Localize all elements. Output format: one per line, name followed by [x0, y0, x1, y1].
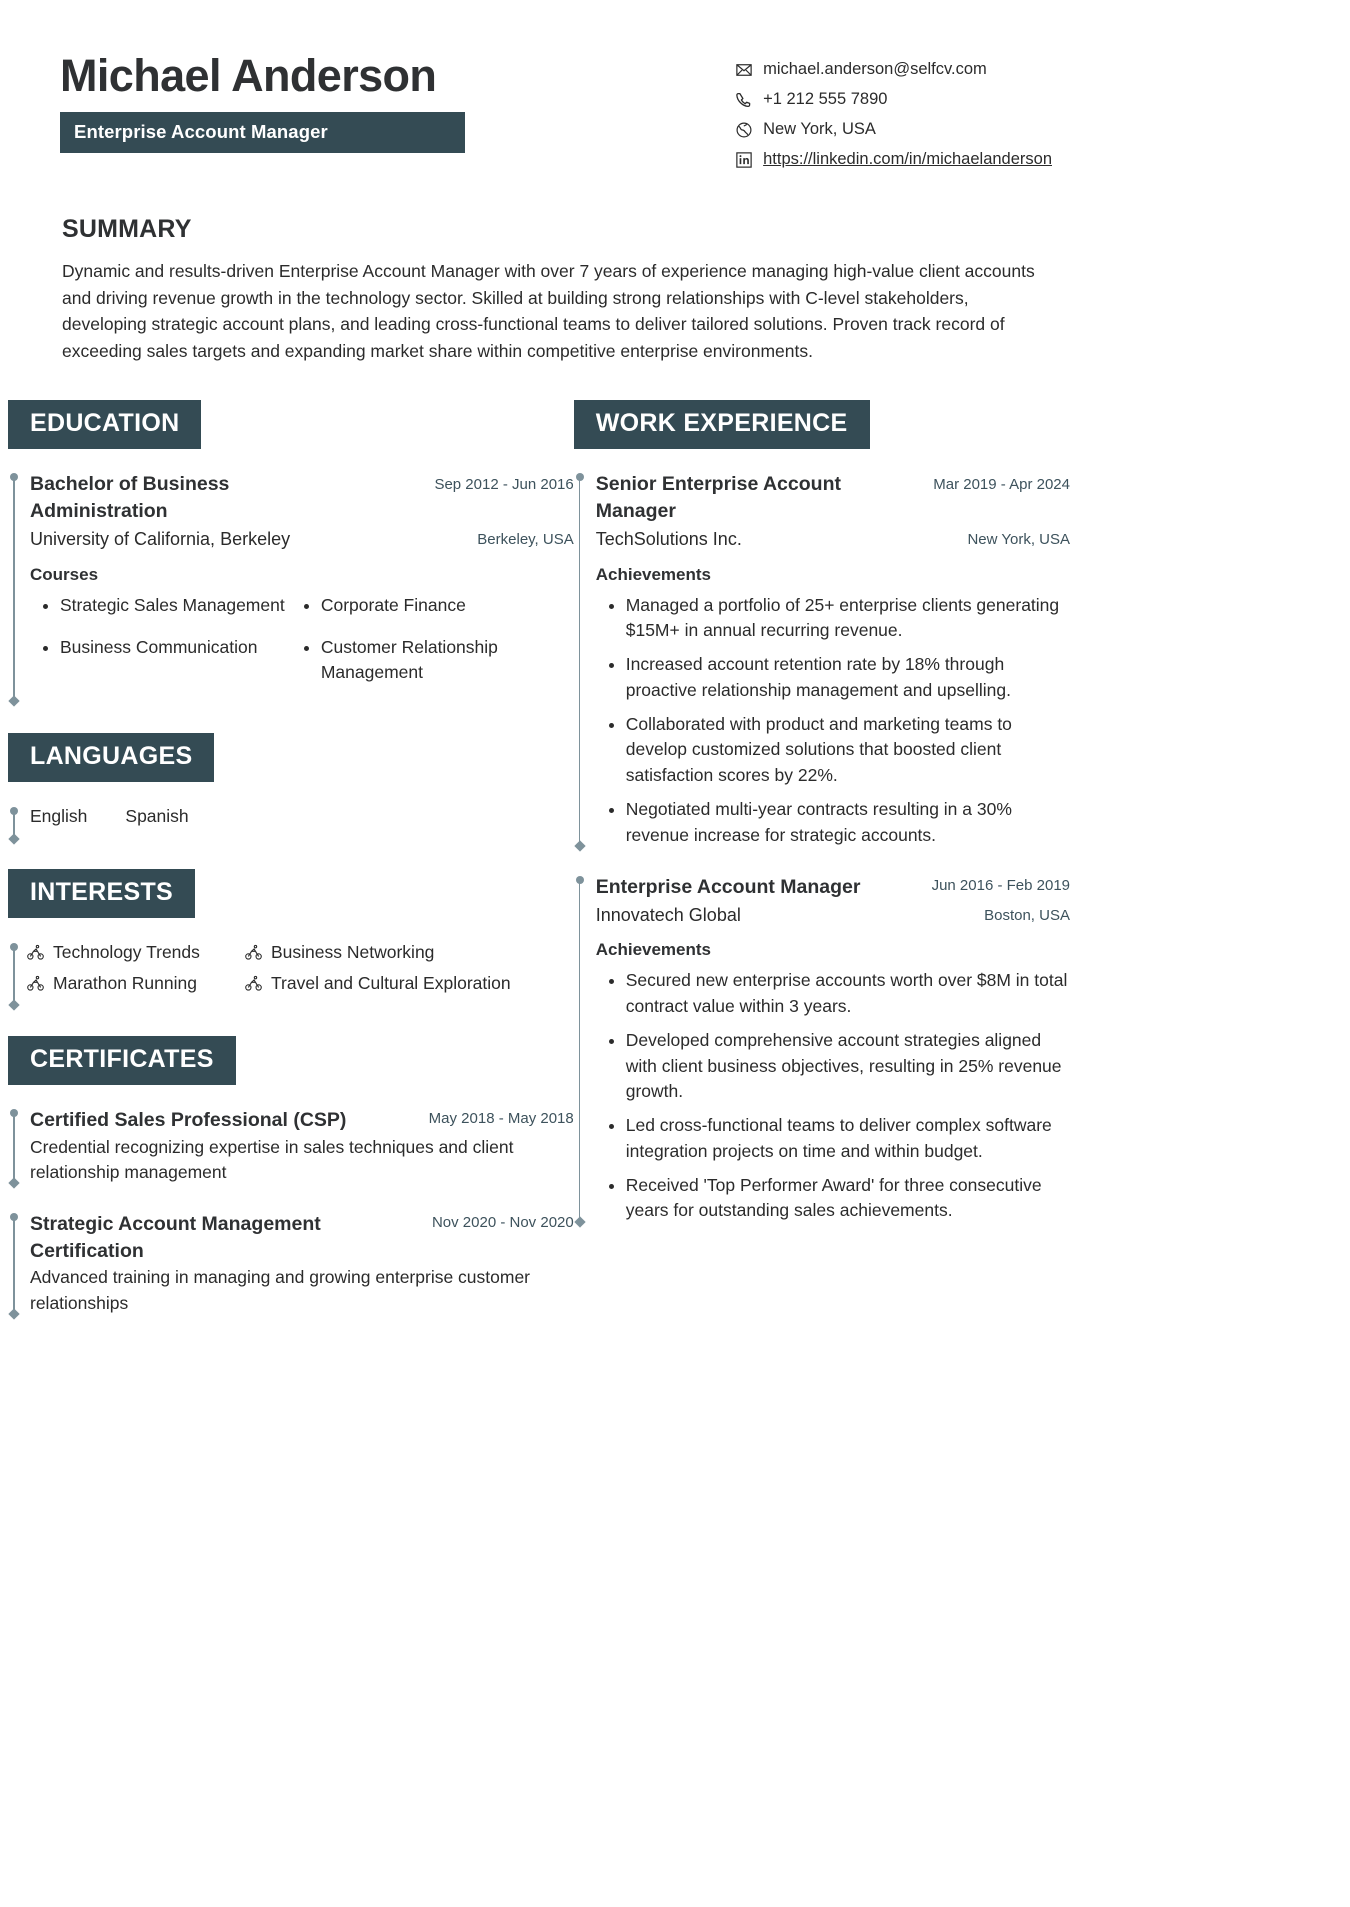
certificates-section — [8, 1036, 574, 1316]
phone-icon — [735, 91, 753, 109]
name-block — [60, 48, 465, 153]
timeline-line — [579, 880, 581, 1222]
contact-email-text: michael.anderson@selfcv.com — [763, 60, 987, 78]
timeline-line — [13, 477, 15, 701]
list-item: • Negotiated multi-year contracts resulting in a 30% revenue increase for strategic accounts. — [626, 797, 1070, 848]
list-item: • Business Communication — [60, 635, 313, 685]
list-item: • Strategic Sales Management — [60, 593, 313, 618]
education-location: Berkeley, USA — [477, 531, 574, 549]
certificates-heading: CERTIFICATES — [8, 1036, 236, 1085]
contact-phone — [735, 90, 887, 109]
work-company: TechSolutions Inc. — [595, 529, 742, 550]
work-heading: WORK EXPERIENCE — [574, 400, 870, 449]
certificate-entry — [8, 1107, 574, 1185]
work-entry — [574, 471, 1070, 848]
list-item: • Received 'Top Performer Award' for three consecutive years for outstanding sales achievements. — [626, 1173, 1070, 1224]
bicycle-icon — [26, 974, 45, 993]
list-item: • Developed comprehensive account strategies aligned with client business objectives, resulting in 25% revenue growth. — [626, 1028, 1070, 1104]
list-item: English — [30, 806, 88, 827]
work-achievements-list — [596, 968, 1070, 1223]
timeline-line — [13, 1217, 15, 1314]
list-item: • Managed a portfolio of 25+ enterprise clients generating $15M+ in annual recurring revenue. — [626, 593, 1070, 644]
work-company: Innovatech Global — [595, 905, 741, 926]
timeline-line — [13, 1113, 15, 1183]
timeline-line — [13, 811, 15, 839]
list-item — [26, 973, 234, 994]
work-title: Enterprise Account Manager — [595, 875, 861, 898]
certificate-entry — [8, 1211, 574, 1316]
bicycle-icon — [244, 974, 263, 993]
interests-section — [8, 869, 574, 994]
envelope-icon — [735, 61, 753, 79]
languages-entry — [8, 806, 574, 827]
list-item: • Increased account retention rate by 18% through proactive relationship management and upselling. — [626, 652, 1070, 703]
contact-location-text: New York, USA — [763, 120, 876, 138]
interests-list — [26, 942, 574, 994]
education-heading: EDUCATION — [8, 400, 201, 449]
work-location: New York, USA — [967, 531, 1070, 549]
interests-entry — [8, 942, 574, 994]
timeline-line — [13, 947, 15, 1005]
contact-linkedin-text[interactable]: https://linkedin.com/in/michaelanderson — [763, 150, 1052, 168]
interests-heading: INTERESTS — [8, 869, 195, 918]
job-title-badge: Enterprise Account Manager — [60, 112, 465, 153]
right-column — [574, 400, 1070, 1316]
interest-label: Travel and Cultural Exploration — [271, 973, 511, 994]
certificate-title: Strategic Account Management Certification — [30, 1213, 321, 1262]
timeline-line — [579, 477, 581, 846]
certificate-title: Certified Sales Professional (CSP) — [30, 1109, 347, 1132]
body-columns — [0, 364, 1100, 1316]
work-date: Mar 2019 - Apr 2024 — [933, 476, 1070, 494]
languages-list — [30, 806, 574, 827]
education-courses-label: Courses — [30, 564, 99, 584]
summary-heading: SUMMARY — [62, 215, 192, 243]
education-entry — [8, 471, 574, 703]
left-column — [0, 400, 574, 1316]
work-achievements-label: Achievements — [595, 940, 712, 960]
work-achievements-list — [596, 593, 1070, 848]
list-item: • Secured new enterprise accounts worth over $8M in total contract value within 3 years. — [626, 968, 1070, 1019]
certificate-description: Credential recognizing expertise in sales techniques and client relationship management — [30, 1136, 514, 1182]
summary-text: Dynamic and results-driven Enterprise Account Manager with over 7 years of experience managing high-value client accounts and driving revenue growth in the technology sector. Skilled at building strong relationships with C-level stakeholders, developing strategic account plans, and leading cross-functional teams to deliver tailored solutions. Proven track record of exceeding sales targets and expanding market share within competitive enterprise environments. — [62, 261, 1035, 361]
education-courses-list — [30, 593, 574, 704]
interest-label: Technology Trends — [53, 942, 200, 963]
contact-email — [735, 60, 987, 79]
interest-label: Marathon Running — [53, 973, 197, 994]
list-item — [244, 973, 574, 994]
list-item: • Customer Relationship Management — [321, 635, 574, 685]
education-school: University of California, Berkeley — [30, 529, 291, 550]
certificate-description: Advanced training in managing and growing enterprise customer relationships — [30, 1267, 531, 1313]
list-item: • Led cross-functional teams to deliver complex software integration projects on time and within budget. — [626, 1113, 1070, 1164]
summary-section — [0, 169, 1100, 364]
work-location: Boston, USA — [984, 907, 1070, 925]
contact-linkedin[interactable] — [735, 150, 1052, 169]
education-degree: Bachelor of Business Administration — [30, 473, 230, 522]
languages-heading: LANGUAGES — [8, 733, 214, 782]
bicycle-icon — [26, 943, 45, 962]
work-achievements-label: Achievements — [595, 564, 712, 584]
certificate-date: Nov 2020 - Nov 2020 — [431, 1214, 574, 1232]
list-item: • Corporate Finance — [321, 593, 574, 618]
work-date: Jun 2016 - Feb 2019 — [931, 876, 1070, 894]
interest-label: Business Networking — [271, 942, 435, 963]
linkedin-icon — [735, 151, 753, 169]
work-entry — [574, 874, 1070, 1224]
work-title: Senior Enterprise Account Manager — [595, 473, 841, 522]
contact-phone-text: +1 212 555 7890 — [763, 90, 888, 108]
languages-section — [8, 733, 574, 827]
list-item — [244, 942, 574, 963]
certificate-date: May 2018 - May 2018 — [428, 1110, 574, 1128]
education-section — [8, 400, 574, 703]
list-item: • Collaborated with product and marketing teams to develop customized solutions that boosted client satisfaction scores by 22%. — [626, 712, 1070, 788]
resume-header — [0, 0, 1100, 169]
contact-location — [735, 120, 876, 139]
list-item — [26, 942, 234, 963]
page-title: Michael Anderson — [60, 50, 437, 101]
bicycle-icon — [244, 943, 263, 962]
globe-icon — [735, 121, 753, 139]
contact-list — [735, 48, 1052, 169]
list-item: Spanish — [125, 806, 189, 827]
education-date: Sep 2012 - Jun 2016 — [434, 476, 574, 494]
